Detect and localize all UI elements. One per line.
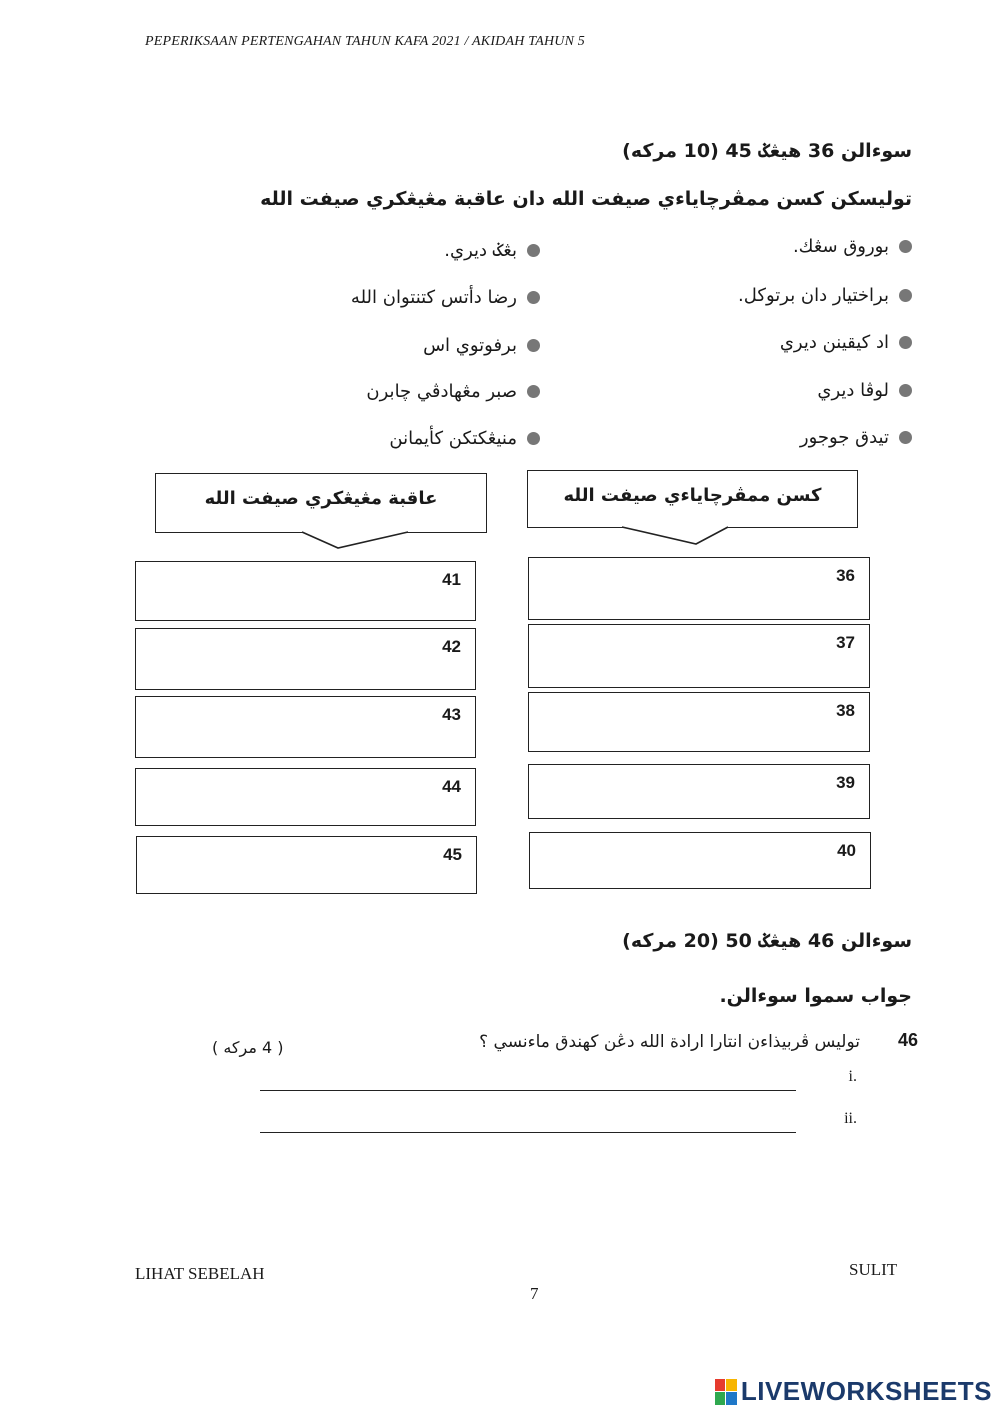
answer-box-43[interactable]: 43 xyxy=(135,696,476,758)
exam-header: PEPERIKSAAN PERTENGAHAN TAHUN KAFA 2021 / AKIDAH TAHUN 5 xyxy=(145,34,586,49)
footer-right: SULIT xyxy=(849,1260,898,1279)
liveworksheets-logo-text: LIVEWORKSHEETS xyxy=(740,1376,992,1406)
answer-box-41[interactable]: 41 xyxy=(135,561,476,621)
answer-box-36[interactable]: 36 xyxy=(528,557,870,620)
sub-label-i: i. xyxy=(848,1068,857,1085)
answer-box-40[interactable]: 40 xyxy=(529,832,871,889)
callout-left: عاقبة مڠيڠكري صيفت الله xyxy=(155,473,487,533)
item-right-1: بوروق سڠك. xyxy=(793,236,912,257)
footer-left: LIHAT SEBELAH xyxy=(135,1264,265,1283)
bullet-icon xyxy=(527,385,540,398)
answer-box-42[interactable]: 42 xyxy=(135,628,476,690)
callout-left-tail xyxy=(300,530,410,552)
bullet-icon xyxy=(899,336,912,349)
bullet-icon xyxy=(527,244,540,257)
section1-title: سوءالن 36 هيڠݢ 45 (10 مركه) xyxy=(622,140,912,162)
answer-box-39[interactable]: 39 xyxy=(528,764,870,819)
bullet-icon xyxy=(899,384,912,397)
answer-box-38[interactable]: 38 xyxy=(528,692,870,752)
sub-label-ii: ii. xyxy=(844,1110,857,1127)
question-46-number: 46 xyxy=(897,1030,918,1050)
answer-box-44[interactable]: 44 xyxy=(135,768,476,826)
item-right-4: لوڤا ديري xyxy=(817,380,912,401)
item-left-5: منيڠكتكن كأيمانن xyxy=(389,428,540,449)
bullet-icon xyxy=(899,240,912,253)
bullet-icon xyxy=(527,291,540,304)
bullet-icon xyxy=(899,431,912,444)
item-left-3: برفوتوي اس xyxy=(423,335,540,356)
liveworksheets-logo xyxy=(715,1376,992,1407)
answer-box-45[interactable]: 45 xyxy=(136,836,477,894)
answer-line-ii[interactable] xyxy=(260,1132,796,1133)
callout-right-tail xyxy=(620,525,730,547)
item-left-4: صبر مڠهادڤي چابرن xyxy=(366,381,540,402)
bullet-icon xyxy=(527,432,540,445)
callout-right: كسن ممڤرچاياءي صيفت الله xyxy=(527,470,858,528)
item-right-3: اد كيقينن ديري xyxy=(780,332,912,353)
section2-title: سوءالن 46 هيڠݢ 50 (20 مركه) xyxy=(622,930,912,952)
answer-line-i[interactable] xyxy=(260,1090,796,1091)
section2-instruction: جواب سموا سوءالن. xyxy=(719,985,912,1007)
item-left-2: رضا دأتس كتنتوان الله xyxy=(351,287,540,308)
question-46-text: توليس ڤربيذاءن انتارا ارادة الله دڠن كهندق ماءنسي ؟ xyxy=(479,1032,860,1052)
section1-instruction: توليسكن كسن ممڤرچاياءي صيفت الله دان عاقبة مڠيڠكري صيفت الله xyxy=(260,188,912,210)
liveworksheets-logo-icon xyxy=(715,1379,737,1405)
bullet-icon xyxy=(527,339,540,352)
bullet-icon xyxy=(899,289,912,302)
item-right-5: تيدق جوجور xyxy=(800,427,912,448)
page-number: 7 xyxy=(530,1284,539,1303)
question-46-marks: ( 4 مركه ) xyxy=(212,1038,284,1057)
item-right-2: براختيار دان برتوكل. xyxy=(738,285,912,306)
item-left-1: بڠݢ ديري. xyxy=(444,240,540,261)
answer-box-37[interactable]: 37 xyxy=(528,624,870,688)
